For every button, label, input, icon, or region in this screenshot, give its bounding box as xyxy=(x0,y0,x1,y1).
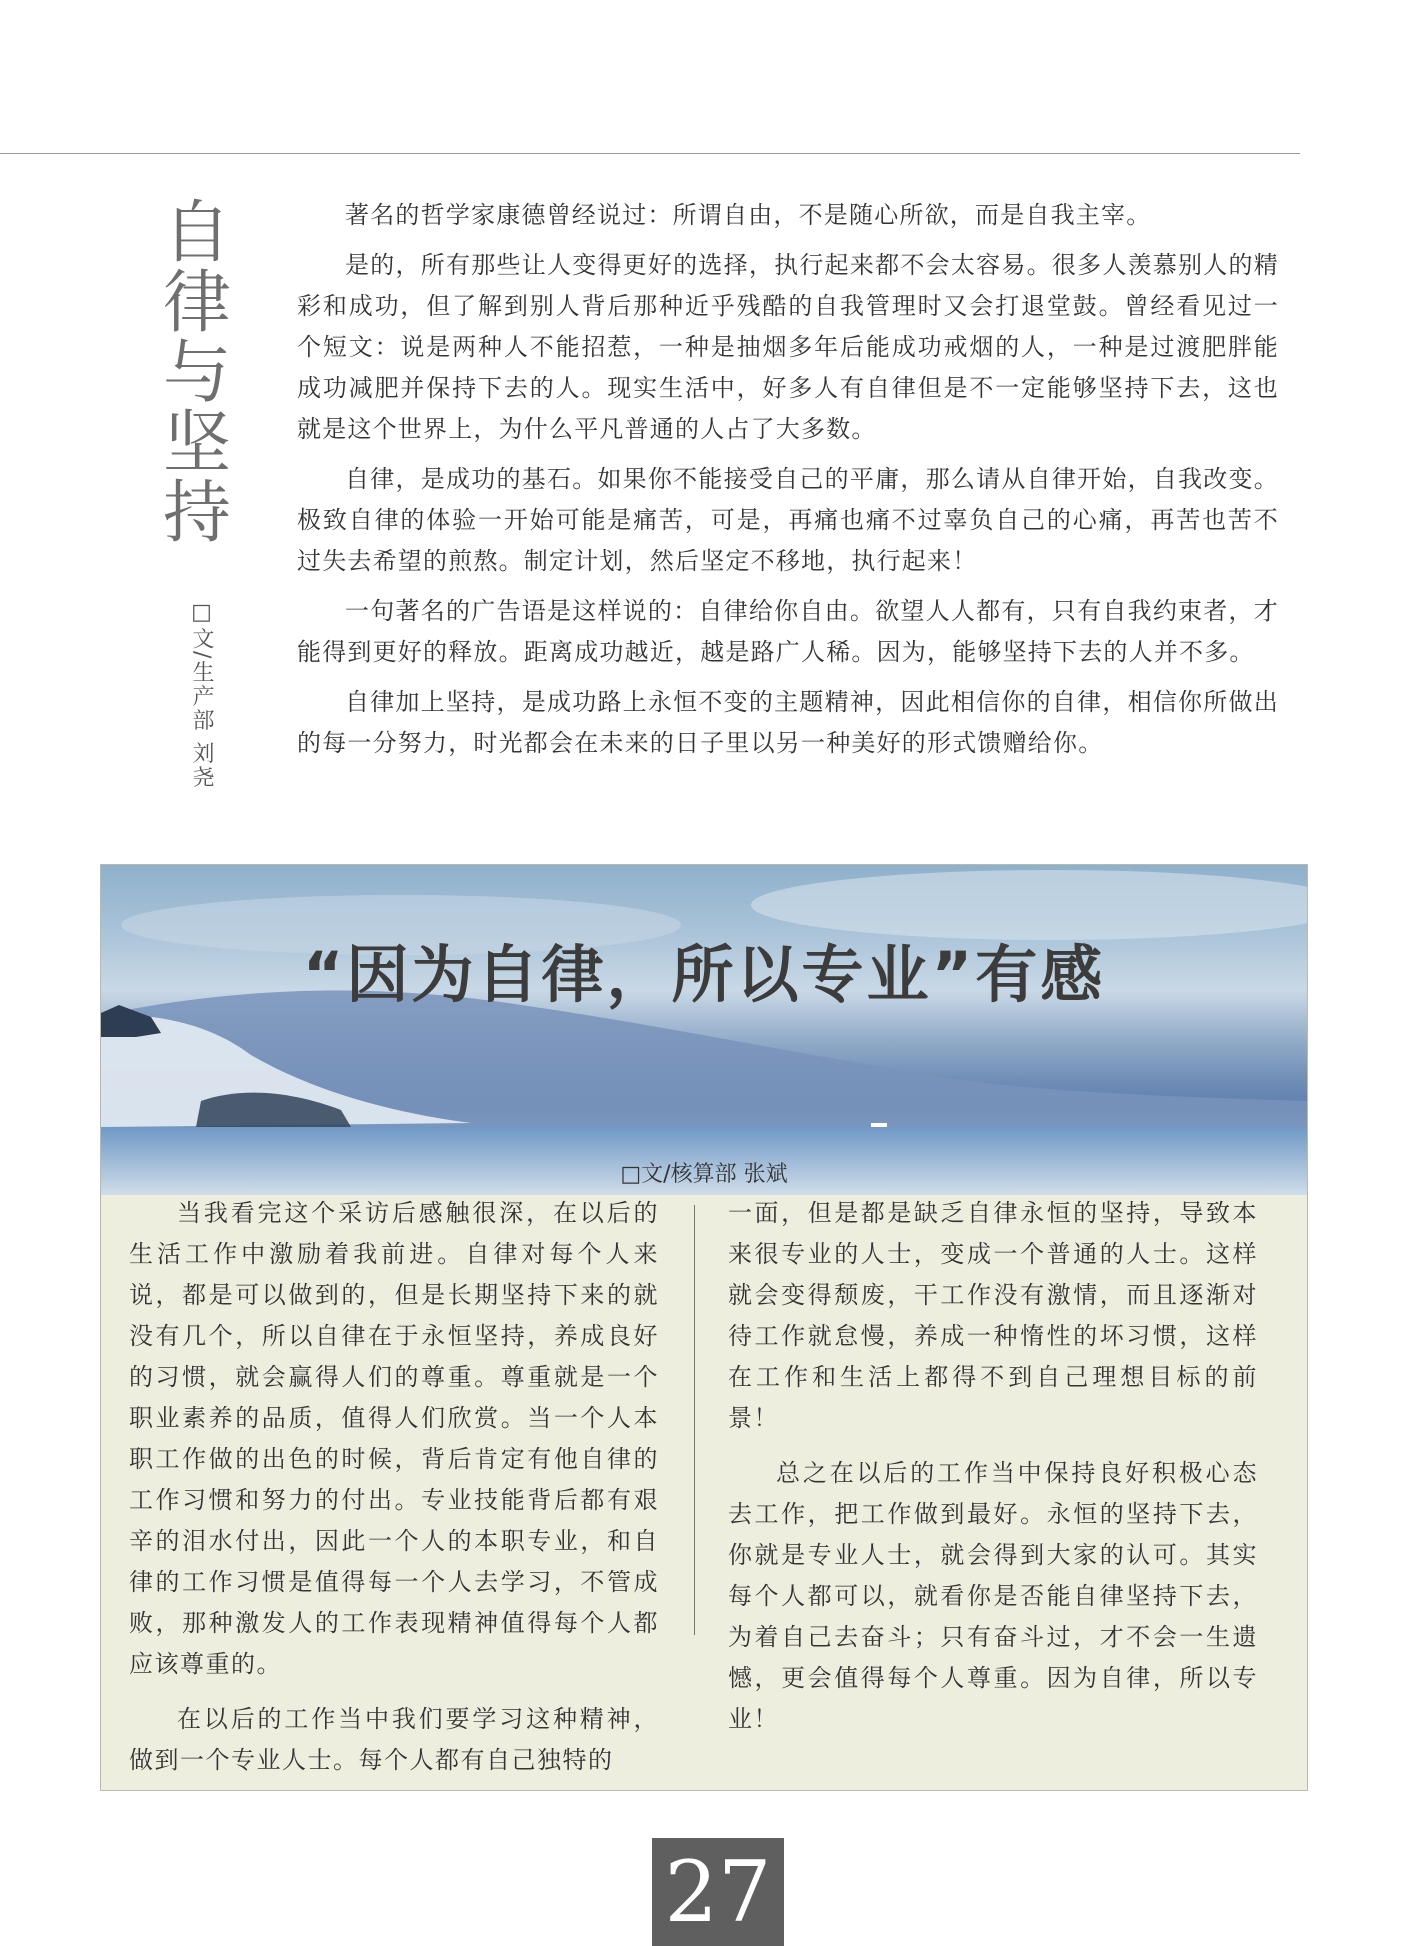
banner-image xyxy=(101,865,1307,1195)
header-rule xyxy=(0,153,1300,154)
page-number-box xyxy=(652,1838,784,1946)
article-byline: □文/生产部 刘尧 xyxy=(189,600,214,790)
column-divider xyxy=(694,1205,695,1635)
article-title-vertical xyxy=(162,194,232,553)
title-char: 律 xyxy=(162,264,231,343)
text-column-right xyxy=(728,1193,1258,1754)
title-char: 与 xyxy=(162,334,231,413)
title-char: 持 xyxy=(162,474,231,553)
paragraph: 是的，所有那些让人变得更好的选择，执行起来都不会太容易。很多人羡慕别人的精彩和成功，但了解到别人背后那种近乎残酷的自我管理时又会打退堂鼓。曾经看见过一个短文：说是两种人不能招惹，一种是抽烟多年后能成功戒烟的人，一种是过渡肥胖能成功减肥并保持下去的人。现实生活中，好多人有自律但是不一定能够坚持下去，这也就是这个世界上，为什么平凡普通的人占了大多数。 xyxy=(297,251,1279,443)
paragraph: 一面，但是都是缺乏自律永恒的坚持，导致本来很专业的人士，变成一个普通的人士。这样就会变得颓废，干工作没有激情，而且逐渐对待工作就怠慢，养成一种惰性的坏习惯，这样在工作和生活上都得不到自己理想目标的前景！ xyxy=(728,1199,1258,1432)
title-char: 坚 xyxy=(162,404,231,483)
article-title: “因为自律，所以专业”有感 xyxy=(302,938,1106,1011)
landscape-illustration xyxy=(101,865,1307,1195)
paragraph: 自律加上坚持，是成功路上永恒不变的主题精神，因此相信你的自律，相信你所做出的每一分努力，时光都会在未来的日子里以另一种美好的形式馈赠给你。 xyxy=(297,688,1279,757)
paragraph: 当我看完这个采访后感触很深，在以后的生活工作中激励着我前进。自律对每个人来说，都是可以做到的，但是长期坚持下来的就没有几个，所以自律在于永恒坚持，养成良好的习惯，就会赢得人们的尊重。尊重就是一个职业素养的品质，值得人们欣赏。当一个人本职工作做的出色的时候，背后肯定有他自律的工作习惯和努力的付出。专业技能背后都有艰辛的泪水付出，因此一个人的本职专业，和自律的工作习惯是值得每一个人去学习，不管成败，那种激发人的工作表现精神值得每个人都应该尊重的。 xyxy=(129,1199,659,1678)
text-column-left xyxy=(129,1193,659,1795)
paragraph: 在以后的工作当中我们要学习这种精神，做到一个专业人士。每个人都有自己独特的 xyxy=(129,1705,659,1774)
paragraph: 自律，是成功的基石。如果你不能接受自己的平庸，那么请从自律开始，自我改变。极致自律的体验一开始可能是痛苦，可是，再痛也痛不过辜负自己的心痛，再苦也苦不过失去希望的煎熬。制定计划，然后坚定不移地，执行起来！ xyxy=(297,465,1279,575)
paragraph: 总之在以后的工作当中保持良好积极心态去工作，把工作做到最好。永恒的坚持下去，你就是专业人士，就会得到大家的认可。其实每个人都可以，就看你是否能自律坚持下去，为着自己去奋斗；只有奋斗过，才不会一生遗憾，更会值得每个人尊重。因为自律，所以专业！ xyxy=(728,1459,1258,1733)
page-number: 27 xyxy=(664,1843,772,1941)
article-panel xyxy=(100,864,1308,1791)
paragraph: 一句著名的广告语是这样说的：自律给你自由。欲望人人都有，只有自我约束者，才能得到更好的释放。距离成功越近，越是路广人稀。因为，能够坚持下去的人并不多。 xyxy=(297,597,1279,666)
title-char: 自 xyxy=(162,194,231,273)
paragraph: 著名的哲学家康德曾经说过：所谓自由，不是随心所欲，而是自我主宰。 xyxy=(345,201,1152,229)
article-byline: □文/核算部 张斌 xyxy=(620,1162,788,1187)
article-body xyxy=(297,195,1279,773)
